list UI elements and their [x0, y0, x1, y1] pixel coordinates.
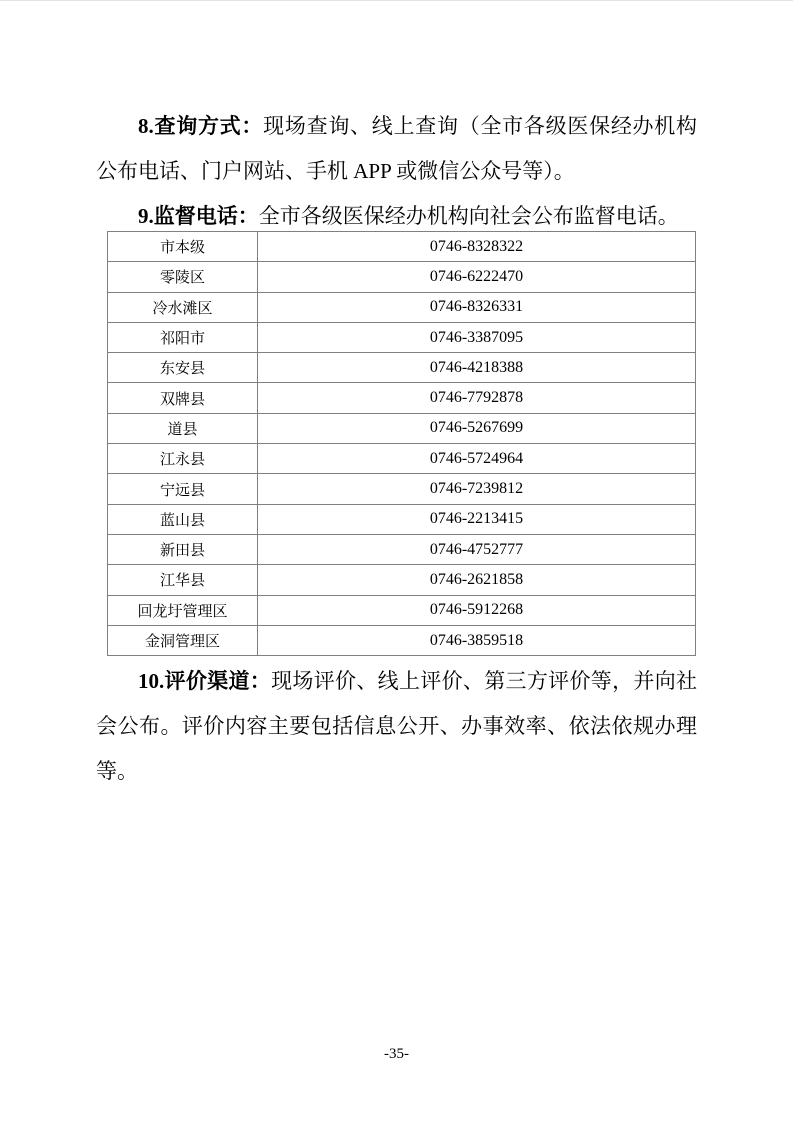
table-row — [108, 262, 696, 292]
phone-cell: 0746-5724964 — [258, 444, 696, 474]
region-cell: 蓝山县 — [108, 504, 258, 534]
region-cell: 东安县 — [108, 353, 258, 383]
table-row — [108, 383, 696, 413]
phone-cell: 0746-7792878 — [258, 383, 696, 413]
paragraph-evaluation-channels-text: 现场评价、线上评价、第三方评价等，并向社会公布。评价内容主要包括信息公开、办事效率、依法依规办理等。 — [96, 669, 698, 784]
phone-cell: 0746-2621858 — [258, 565, 696, 595]
table-row — [108, 595, 696, 625]
table-row — [108, 504, 696, 534]
region-cell: 回龙圩管理区 — [108, 595, 258, 625]
table-row — [108, 444, 696, 474]
table-row — [108, 353, 696, 383]
paragraph-query-methods — [96, 104, 697, 194]
paragraph-query-methods-label: 8.查询方式： — [138, 114, 264, 138]
phone-cell: 0746-6222470 — [258, 262, 696, 292]
paragraph-evaluation-channels-label: 10.评价渠道： — [138, 669, 272, 694]
region-cell: 金洞管理区 — [108, 625, 258, 655]
phone-cell: 0746-4752777 — [258, 534, 696, 564]
phone-cell: 0746-5267699 — [258, 413, 696, 443]
phone-cell: 0746-7239812 — [258, 474, 696, 504]
table-row — [108, 292, 696, 322]
region-cell: 宁远县 — [108, 474, 258, 504]
page-content — [0, 1, 793, 794]
phone-cell: 0746-5912268 — [258, 595, 696, 625]
table-row — [108, 625, 696, 655]
region-cell: 新田县 — [108, 534, 258, 564]
table-row — [108, 413, 696, 443]
paragraph-supervision-phone — [96, 194, 697, 239]
phone-cell: 0746-8326331 — [258, 292, 696, 322]
paragraph-supervision-phone-text: 全市各级医保经办机构向社会公布监督电话。 — [258, 204, 679, 228]
phone-cell: 0746-2213415 — [258, 504, 696, 534]
paragraph-evaluation-channels — [96, 659, 697, 794]
supervision-phone-table — [107, 231, 696, 656]
region-cell: 江永县 — [108, 444, 258, 474]
page-number: -35- — [384, 1046, 409, 1062]
phone-cell: 0746-3859518 — [258, 625, 696, 655]
table-row — [108, 322, 696, 352]
region-cell: 市本级 — [108, 232, 258, 262]
region-cell: 双牌县 — [108, 383, 258, 413]
region-cell: 零陵区 — [108, 262, 258, 292]
region-cell: 冷水滩区 — [108, 292, 258, 322]
paragraph-supervision-phone-label: 9.监督电话： — [138, 204, 259, 228]
region-cell: 道县 — [108, 413, 258, 443]
phone-cell: 0746-8328322 — [258, 232, 696, 262]
phone-cell: 0746-4218388 — [258, 353, 696, 383]
phone-cell: 0746-3387095 — [258, 322, 696, 352]
region-cell: 祁阳市 — [108, 322, 258, 352]
table-row — [108, 474, 696, 504]
table-row — [108, 534, 696, 564]
table-row — [108, 565, 696, 595]
supervision-phone-table-body — [108, 232, 696, 656]
paragraph-query-methods-text: 现场查询、线上查询（全市各级医保经办机构公布电话、门户网站、手机 APP 或微信公众号等）。 — [96, 114, 698, 183]
region-cell: 江华县 — [108, 565, 258, 595]
